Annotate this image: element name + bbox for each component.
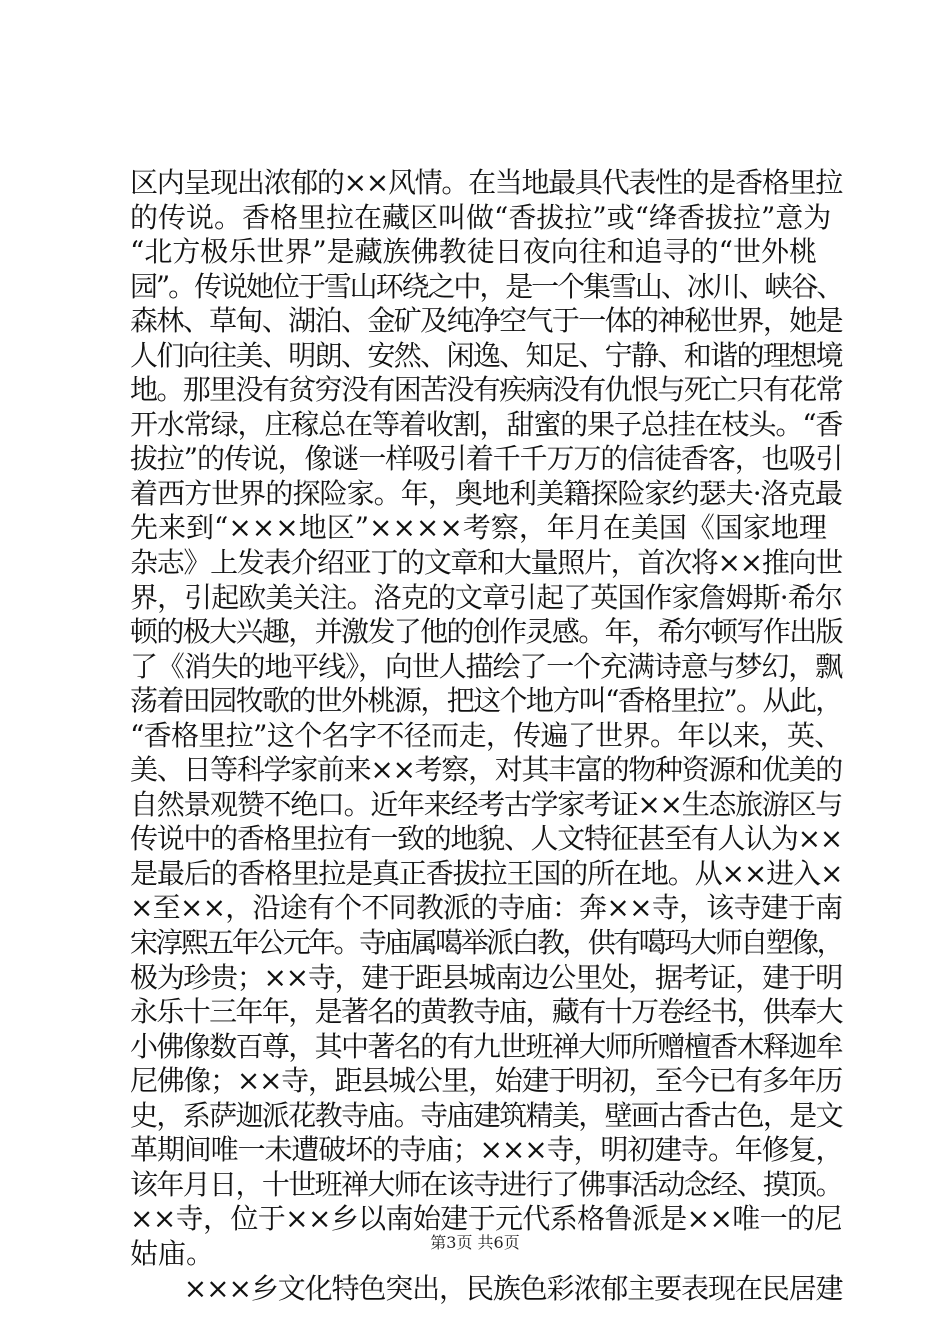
body-text bbox=[130, 166, 842, 1306]
text-line: 顿的极大兴趣，并激发了他的创作灵感。年，希尔顿写作出版 bbox=[130, 615, 843, 649]
text-line: 是最后的香格里拉是真正香拔拉王国的所在地。从××进入× bbox=[130, 856, 843, 890]
page-footer: 第3页 共6页 bbox=[430, 1233, 520, 1252]
text-line: 自然景观赞不绝口。近年来经考古学家考证××生态旅游区与 bbox=[130, 787, 842, 821]
text-line: 开水常绿，庄稼总在等着收割，甜蜜的果子总挂在枝头。“香 bbox=[130, 407, 843, 441]
text-line: 杂志》上发表介绍亚丁的文章和大量照片，首次将××推向世 bbox=[130, 546, 842, 580]
text-line: 拔拉”的传说，像谜一样吸引着千千万万的信徒香客，也吸引 bbox=[130, 442, 843, 476]
text-line: 小佛像数百尊，其中著名的有九世班禅大师所赠檀香木释迦牟 bbox=[130, 1029, 843, 1063]
text-line: 史，系萨迦派花教寺庙。寺庙建筑精美，壁画古香古色，是文 bbox=[130, 1098, 843, 1132]
text-line: 传说中的香格里拉有一致的地貌、人文特征甚至有人认为×× bbox=[130, 822, 842, 856]
text-line: 区内呈现出浓郁的××风情。在当地最具代表性的是香格里拉 bbox=[130, 166, 842, 199]
text-line: 了《消失的地平线》，向世人描绘了一个充满诗意与梦幻，飘 bbox=[130, 649, 843, 683]
text-line: 的传说。香格里拉在藏区叫做“香拔拉”或“绛香拔拉”意为 bbox=[130, 200, 832, 234]
text-line: ×至××，沿途有个不同教派的寺庙：奔××寺，该寺建于南 bbox=[130, 891, 843, 925]
text-line: 美、日等科学家前来××考察，对其丰富的物种资源和优美的 bbox=[130, 753, 842, 787]
text-line: 森林、草甸、湖泊、金矿及纯净空气于一体的神秘世界，她是 bbox=[130, 304, 843, 338]
text-line: 界，引起欧美关注。洛克的文章引起了英国作家詹姆斯·希尔 bbox=[130, 580, 842, 614]
text-line: 该年月日，十世班禅大师在该寺进行了佛事活动念经、摸顶。 bbox=[130, 1167, 843, 1201]
text-line: 园”。传说她位于雪山环绕之中，是一个集雪山、冰川、峡谷、 bbox=[130, 269, 843, 303]
text-line: 永乐十三年年，是著名的黄教寺庙，藏有十万卷经书，供奉大 bbox=[130, 995, 843, 1029]
text-line: 着西方世界的探险家。年，奥地利美籍探险家约瑟夫·洛克最 bbox=[130, 476, 842, 510]
text-line: 尼佛像；××寺，距县城公里，始建于明初，至今已有多年历 bbox=[130, 1064, 842, 1098]
text-line: 先来到“×××地区”××××考察，年月在美国《国家地理 bbox=[130, 511, 827, 545]
text-line: ××寺，位于××乡以南始建于元代系格鲁派是××唯一的尼 bbox=[130, 1202, 842, 1236]
text-line: 姑庙。 bbox=[130, 1236, 215, 1270]
text-line: 极为珍贵；××寺，建于距县城南边公里处，据考证，建于明 bbox=[130, 960, 842, 994]
text-line: 人们向往美、明朗、安然、闲逸、知足、宁静、和谐的理想境 bbox=[130, 338, 843, 372]
text-line: ×××乡文化特色突出，民族色彩浓郁主要表现在民居建 bbox=[130, 1271, 843, 1305]
text-line: “北方极乐世界”是藏族佛教徒日夜向往和追寻的“世外桃 bbox=[130, 235, 817, 269]
text-line: 革期间唯一未遭破坏的寺庙；×××寺，明初建寺。年修复， bbox=[130, 1133, 843, 1167]
text-line: 地。那里没有贫穷没有困苦没有疾病没有仇恨与死亡只有花常 bbox=[130, 373, 843, 407]
text-line: “香格里拉”这个名字不径而走，传遍了世界。年以来，英、 bbox=[130, 718, 842, 752]
text-line: 宋淳熙五年公元年。寺庙属噶举派白教，供有噶玛大师自塑像， bbox=[130, 926, 843, 960]
text-line: 荡着田园牧歌的世外桃源，把这个地方叫“香格里拉”。从此， bbox=[130, 684, 842, 718]
